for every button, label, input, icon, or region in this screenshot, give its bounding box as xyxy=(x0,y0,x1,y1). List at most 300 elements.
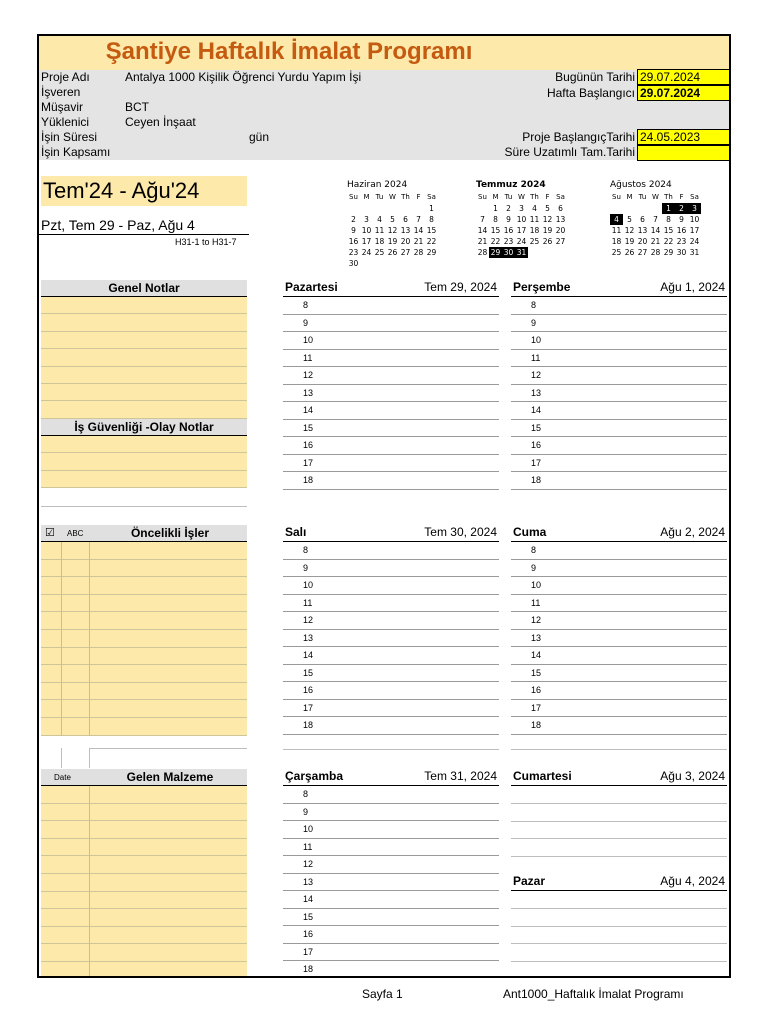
hour-slot[interactable] xyxy=(283,647,499,665)
day-header xyxy=(283,524,499,542)
hour-slot[interactable] xyxy=(511,315,727,333)
priority-row[interactable] xyxy=(41,612,247,630)
hour-label: 14 xyxy=(303,405,314,415)
hour-slot[interactable] xyxy=(283,839,499,857)
day-line[interactable] xyxy=(511,961,727,962)
hour-slot[interactable] xyxy=(511,577,727,595)
hour-label: 13 xyxy=(303,876,314,887)
day-line[interactable] xyxy=(511,856,727,857)
priority-row[interactable] xyxy=(41,648,247,666)
label-consultant: Müşavir xyxy=(41,100,84,114)
general-note-line[interactable] xyxy=(41,384,247,401)
hour-slot[interactable] xyxy=(283,630,499,648)
hour-slot[interactable] xyxy=(283,926,499,944)
calendar-june-day[interactable]: 24 xyxy=(361,248,372,257)
calendar-july-day[interactable]: 16 xyxy=(503,226,514,235)
calendar-august-weekday: M xyxy=(626,193,633,201)
hour-label: 11 xyxy=(303,352,313,363)
calendar-june-day[interactable]: 16 xyxy=(348,237,359,246)
calendar-august-weekday: F xyxy=(679,193,684,201)
hour-slot[interactable] xyxy=(283,874,499,892)
general-notes-header: Genel Notlar xyxy=(41,280,247,297)
day-extra-line xyxy=(511,749,727,750)
calendar-july-day[interactable]: 11 xyxy=(529,215,540,224)
hour-slot[interactable] xyxy=(283,385,499,403)
calendar-july-day[interactable]: 22 xyxy=(490,237,501,246)
hour-label: 12 xyxy=(531,370,542,380)
calendar-june-weekday: Tu xyxy=(375,193,384,201)
calendar-june-day[interactable]: 3 xyxy=(364,215,369,224)
hour-label: 8 xyxy=(303,300,309,310)
hour-label: 15 xyxy=(303,422,314,433)
hour-label: 9 xyxy=(303,806,309,817)
hour-slot[interactable] xyxy=(511,420,727,438)
hour-label: 12 xyxy=(303,859,314,869)
materials-title: Gelen Malzeme xyxy=(126,770,214,784)
hour-label: 15 xyxy=(303,911,314,922)
calendar-june-day[interactable]: 19 xyxy=(387,237,398,246)
calendar-july-day[interactable]: 1 xyxy=(493,204,498,213)
calendar-august-day[interactable]: 31 xyxy=(689,248,700,257)
safety-notes-header: İş Güvenliği -Olay Notlar xyxy=(41,419,247,436)
hour-slot[interactable] xyxy=(283,437,499,455)
hour-slot[interactable] xyxy=(283,891,499,909)
calendar-june-day[interactable]: 10 xyxy=(361,226,372,235)
hour-slot[interactable] xyxy=(511,665,727,683)
priority-row[interactable] xyxy=(41,718,247,736)
calendar-august-day[interactable]: 18 xyxy=(611,237,622,246)
calendar-july-day[interactable]: 9 xyxy=(506,215,511,224)
calendar-august-weekday: Tu xyxy=(638,193,647,201)
hour-label: 18 xyxy=(303,964,314,974)
priority-header xyxy=(41,525,247,542)
divider-line xyxy=(41,506,247,507)
project-start-field[interactable]: 24.05.2023 xyxy=(637,129,731,145)
today-date-field[interactable]: 29.07.2024 xyxy=(637,69,731,85)
hour-label: 13 xyxy=(303,632,314,643)
calendar-august-day[interactable]: 21 xyxy=(650,237,661,246)
day-line[interactable] xyxy=(511,821,727,822)
calendar-july-day[interactable]: 31 xyxy=(516,248,527,257)
hour-label: 9 xyxy=(531,317,537,328)
hour-slot[interactable] xyxy=(283,332,499,350)
material-row[interactable] xyxy=(41,821,247,839)
hour-label: 12 xyxy=(303,615,314,625)
material-row[interactable] xyxy=(41,874,247,892)
hour-label: 16 xyxy=(303,685,314,695)
hour-slot[interactable] xyxy=(283,856,499,874)
safety-note-line[interactable] xyxy=(41,453,247,470)
material-row[interactable] xyxy=(41,856,247,874)
calendar-june-day[interactable]: 28 xyxy=(413,248,424,257)
day-line[interactable] xyxy=(511,908,727,909)
calendar-june-weekday: Sa xyxy=(427,193,436,201)
day-name: Cumartesi xyxy=(513,769,572,783)
calendar-july-day[interactable]: 5 xyxy=(545,204,550,213)
calendar-june-day[interactable]: 17 xyxy=(361,237,372,246)
general-note-line[interactable] xyxy=(41,314,247,331)
calendar-august-day[interactable]: 2 xyxy=(675,203,688,214)
calendar-august-day[interactable]: 15 xyxy=(663,226,674,235)
day-date: Ağu 1, 2024 xyxy=(660,280,725,294)
day-name: Salı xyxy=(285,525,307,539)
hour-label: 10 xyxy=(531,335,542,345)
calendar-june-day[interactable]: 26 xyxy=(387,248,398,257)
day-header xyxy=(511,524,727,542)
hour-label: 10 xyxy=(303,335,314,345)
priority-row[interactable] xyxy=(41,542,247,560)
hour-slot[interactable] xyxy=(283,595,499,613)
hour-label: 13 xyxy=(531,387,542,398)
material-row[interactable] xyxy=(41,892,247,910)
calendar-july-title: Temmuz 2024 xyxy=(476,180,546,190)
value-contractor[interactable]: Ceyen İnşaat xyxy=(125,115,196,129)
hour-slot[interactable] xyxy=(511,595,727,613)
calendar-june-day[interactable]: 22 xyxy=(426,237,437,246)
footer-document-name: Ant1000_Haftalık İmalat Programı xyxy=(503,987,684,1001)
general-note-line[interactable] xyxy=(41,349,247,366)
day-header xyxy=(283,768,499,786)
calendar-july-day[interactable]: 18 xyxy=(529,226,540,235)
calendar-june-day[interactable]: 4 xyxy=(377,215,382,224)
hour-label: 18 xyxy=(303,475,314,485)
hour-label: 9 xyxy=(303,317,309,328)
calendar-june-day[interactable]: 5 xyxy=(390,215,395,224)
calendar-august-day[interactable]: 3 xyxy=(688,203,701,214)
day-name: Cuma xyxy=(513,525,547,539)
calendar-august-day[interactable]: 16 xyxy=(676,226,687,235)
calendar-august-title: Ağustos 2024 xyxy=(610,180,672,190)
day-extra-line xyxy=(283,749,499,750)
general-note-line[interactable] xyxy=(41,367,247,384)
calendar-august-day[interactable]: 6 xyxy=(640,215,645,224)
calendar-august-day[interactable]: 17 xyxy=(689,226,700,235)
hour-slot[interactable] xyxy=(511,700,727,718)
priority-row[interactable] xyxy=(41,665,247,683)
hour-slot[interactable] xyxy=(283,682,499,700)
label-duration: İşin Süresi xyxy=(41,130,98,144)
calendar-june-weekday: F xyxy=(416,193,421,201)
calendar-august-day[interactable]: 5 xyxy=(627,215,632,224)
hour-label: 16 xyxy=(303,440,314,450)
general-note-line[interactable] xyxy=(41,297,247,314)
calendar-june-day[interactable]: 7 xyxy=(416,215,421,224)
calendar-july-day[interactable]: 15 xyxy=(490,226,501,235)
duration-unit: gün xyxy=(249,130,270,144)
priority-column-divider xyxy=(61,748,62,768)
calendar-august-day[interactable]: 25 xyxy=(611,248,622,257)
calendar-august-day[interactable]: 11 xyxy=(611,226,622,235)
materials-header xyxy=(41,769,247,786)
day-date: Ağu 4, 2024 xyxy=(660,874,725,888)
calendar-august-day[interactable]: 13 xyxy=(637,226,648,235)
hour-slot[interactable] xyxy=(283,577,499,595)
calendar-july-day[interactable]: 27 xyxy=(555,237,566,246)
label-project-name: Proje Adı xyxy=(41,70,90,84)
hour-label: 17 xyxy=(531,457,542,468)
calendar-july-day[interactable]: 13 xyxy=(555,215,566,224)
safety-note-line[interactable] xyxy=(41,436,247,453)
priority-row[interactable] xyxy=(41,630,247,648)
day-line[interactable] xyxy=(511,838,727,839)
hour-slot[interactable] xyxy=(283,315,499,333)
calendar-july-weekday: F xyxy=(545,193,550,201)
hour-label: 15 xyxy=(531,422,542,433)
calendar-august-day[interactable]: 8 xyxy=(666,215,671,224)
calendar-july-day[interactable]: 25 xyxy=(529,237,540,246)
priority-abc-label: ABC xyxy=(67,529,84,538)
calendar-june-day[interactable]: 29 xyxy=(426,248,437,257)
priority-row[interactable] xyxy=(41,595,247,613)
calendar-june-weekday: W xyxy=(389,193,396,201)
calendar-august-day[interactable]: 4 xyxy=(610,214,623,225)
calendar-june-weekday: M xyxy=(363,193,370,201)
day-line[interactable] xyxy=(511,926,727,927)
calendar-june-day[interactable]: 8 xyxy=(429,215,434,224)
hour-label: 11 xyxy=(303,597,313,608)
calendar-june-day[interactable]: 18 xyxy=(374,237,385,246)
hour-label: 14 xyxy=(531,405,542,415)
value-consultant[interactable]: BCT xyxy=(125,100,149,114)
hour-slot[interactable] xyxy=(511,542,727,560)
hour-slot[interactable] xyxy=(283,909,499,927)
calendar-june-day[interactable]: 6 xyxy=(403,215,408,224)
calendar-july-day[interactable]: 19 xyxy=(542,226,553,235)
calendar-july-day[interactable]: 28 xyxy=(477,248,488,257)
hour-label: 14 xyxy=(531,650,542,660)
hour-slot[interactable] xyxy=(511,332,727,350)
hour-slot[interactable] xyxy=(511,385,727,403)
label-scope: İşin Kapsamı xyxy=(41,145,111,159)
calendar-june-day[interactable]: 1 xyxy=(429,204,434,213)
calendar-august-day[interactable]: 20 xyxy=(637,237,648,246)
day-header xyxy=(511,768,727,786)
hour-slot[interactable] xyxy=(511,682,727,700)
calendar-july-day[interactable]: 6 xyxy=(558,204,563,213)
calendar-august-day[interactable]: 22 xyxy=(663,237,674,246)
hour-slot[interactable] xyxy=(511,472,727,490)
calendar-july-weekday: Su xyxy=(478,193,487,201)
calendar-july-weekday: Th xyxy=(530,193,539,201)
hour-slot[interactable] xyxy=(283,717,499,735)
hour-label: 10 xyxy=(303,824,314,834)
material-row[interactable] xyxy=(41,839,247,857)
hour-label: 11 xyxy=(303,841,313,852)
calendar-july-day[interactable]: 29 xyxy=(490,248,501,257)
day-header xyxy=(511,873,727,891)
hour-label: 17 xyxy=(303,702,314,713)
day-header xyxy=(511,279,727,297)
hour-slot[interactable] xyxy=(283,786,499,804)
material-row[interactable] xyxy=(41,927,247,945)
hour-slot[interactable] xyxy=(511,612,727,630)
calendar-august-weekday: Th xyxy=(664,193,673,201)
calendar-june-day[interactable]: 13 xyxy=(400,226,411,235)
calendar-june-day[interactable]: 23 xyxy=(348,248,359,257)
calendar-july-day[interactable]: 4 xyxy=(532,204,537,213)
hour-label: 14 xyxy=(303,650,314,660)
hour-label: 8 xyxy=(531,545,537,555)
priority-row[interactable] xyxy=(41,683,247,701)
calendar-august-day[interactable]: 29 xyxy=(663,248,674,257)
material-row[interactable] xyxy=(41,804,247,822)
calendar-june-day[interactable]: 9 xyxy=(351,226,356,235)
calendar-july-weekday: W xyxy=(518,193,525,201)
hour-slot[interactable] xyxy=(283,455,499,473)
day-name: Pazar xyxy=(513,874,546,888)
hour-label: 10 xyxy=(303,580,314,590)
calendar-july-day[interactable]: 20 xyxy=(555,226,566,235)
hour-slot[interactable] xyxy=(283,542,499,560)
hour-slot[interactable] xyxy=(511,402,727,420)
day-name: Pazartesi xyxy=(285,280,338,294)
calendar-july-day[interactable]: 8 xyxy=(493,215,498,224)
calendar-june-day[interactable]: 21 xyxy=(413,237,424,246)
general-note-line[interactable] xyxy=(41,332,247,349)
calendar-august-weekday: Su xyxy=(612,193,621,201)
material-row[interactable] xyxy=(41,962,247,978)
calendar-july-day[interactable]: 26 xyxy=(542,237,553,246)
hour-slot[interactable] xyxy=(283,961,499,978)
calendar-june-title: Haziran 2024 xyxy=(347,180,408,190)
calendar-august-day[interactable]: 26 xyxy=(624,248,635,257)
hour-slot[interactable] xyxy=(283,350,499,368)
hour-slot[interactable] xyxy=(283,944,499,962)
calendar-august-day[interactable]: 27 xyxy=(637,248,648,257)
hour-slot[interactable] xyxy=(283,472,499,490)
priority-extra-line xyxy=(89,748,247,749)
calendar-july-day[interactable]: 7 xyxy=(480,215,485,224)
calendar-august-day[interactable]: 24 xyxy=(689,237,700,246)
calendar-june-day[interactable]: 25 xyxy=(374,248,385,257)
hour-slot[interactable] xyxy=(511,647,727,665)
priority-row[interactable] xyxy=(41,700,247,718)
hour-slot[interactable] xyxy=(283,420,499,438)
calendar-july-weekday: Sa xyxy=(556,193,565,201)
day-line[interactable] xyxy=(511,943,727,944)
calendar-june-day[interactable]: 15 xyxy=(426,226,437,235)
hour-slot[interactable] xyxy=(283,665,499,683)
priority-column-divider xyxy=(89,542,90,736)
calendar-july-day[interactable]: 3 xyxy=(519,204,524,213)
calendar-july-day[interactable]: 17 xyxy=(516,226,527,235)
calendar-july-day[interactable]: 30 xyxy=(503,248,514,257)
week-start-field[interactable]: 29.07.2024 xyxy=(637,85,731,101)
day-date: Ağu 2, 2024 xyxy=(660,525,725,539)
hour-slot[interactable] xyxy=(283,402,499,420)
calendar-june-day[interactable]: 14 xyxy=(413,226,424,235)
calendar-august-day[interactable]: 9 xyxy=(679,215,684,224)
calendar-august-day[interactable]: 14 xyxy=(650,226,661,235)
hour-label: 13 xyxy=(531,632,542,643)
calendar-june-day[interactable]: 12 xyxy=(387,226,398,235)
calendar-august-day[interactable]: 10 xyxy=(689,215,700,224)
hour-label: 10 xyxy=(531,580,542,590)
priority-column-divider xyxy=(89,748,90,768)
hour-slot[interactable] xyxy=(511,560,727,578)
calendar-july-day[interactable]: 23 xyxy=(503,237,514,246)
hour-label: 9 xyxy=(531,562,537,573)
hour-slot[interactable] xyxy=(283,804,499,822)
hour-label: 18 xyxy=(303,720,314,730)
calendar-august-day[interactable]: 1 xyxy=(662,203,675,214)
calendar-august-day[interactable]: 19 xyxy=(624,237,635,246)
day-date: Tem 31, 2024 xyxy=(424,769,497,783)
label-today: Bugünün Tarihi xyxy=(555,70,635,84)
hour-label: 15 xyxy=(531,667,542,678)
hour-label: 16 xyxy=(531,440,542,450)
calendar-august-day[interactable]: 7 xyxy=(653,215,658,224)
hour-label: 18 xyxy=(531,720,542,730)
calendar-july-day[interactable]: 21 xyxy=(477,237,488,246)
safety-note-line[interactable] xyxy=(41,471,247,488)
calendar-july-day[interactable]: 24 xyxy=(516,237,527,246)
day-name: Perşembe xyxy=(513,280,571,294)
priority-row[interactable] xyxy=(41,560,247,578)
hour-slot[interactable] xyxy=(283,367,499,385)
calendar-august-day[interactable]: 23 xyxy=(676,237,687,246)
calendar-august-day[interactable]: 28 xyxy=(650,248,661,257)
calendar-june-weekday: Su xyxy=(349,193,358,201)
calendar-june-day[interactable]: 2 xyxy=(351,215,356,224)
calendar-august-day[interactable]: 30 xyxy=(676,248,687,257)
hour-label: 16 xyxy=(531,685,542,695)
label-employer: İşveren xyxy=(41,85,81,99)
calendar-august-weekday: Sa xyxy=(690,193,699,201)
hour-label: 14 xyxy=(303,894,314,904)
hour-slot[interactable] xyxy=(511,437,727,455)
calendar-june-day[interactable]: 20 xyxy=(400,237,411,246)
hour-slot[interactable] xyxy=(511,350,727,368)
day-header xyxy=(283,279,499,297)
week-divider xyxy=(39,234,249,235)
hour-slot[interactable] xyxy=(283,297,499,315)
hour-slot[interactable] xyxy=(283,700,499,718)
calendar-july-day[interactable]: 10 xyxy=(516,215,527,224)
hour-label: 17 xyxy=(531,702,542,713)
value-project-name[interactable]: Antalya 1000 Kişilik Öğrenci Yurdu Yapım İşi xyxy=(125,70,362,84)
material-row[interactable] xyxy=(41,786,247,804)
extended-end-field[interactable] xyxy=(637,145,731,161)
hour-label: 15 xyxy=(303,667,314,678)
day-date: Tem 29, 2024 xyxy=(424,280,497,294)
hour-slot[interactable] xyxy=(283,821,499,839)
calendar-june-weekday: Th xyxy=(401,193,410,201)
hour-slot[interactable] xyxy=(511,630,727,648)
calendar-july-day[interactable]: 14 xyxy=(477,226,488,235)
hour-slot[interactable] xyxy=(283,560,499,578)
calendar-july-day[interactable]: 12 xyxy=(542,215,553,224)
calendar-june-day[interactable]: 27 xyxy=(400,248,411,257)
calendar-june-day[interactable]: 30 xyxy=(348,259,359,268)
hour-slot[interactable] xyxy=(511,297,727,315)
hour-slot[interactable] xyxy=(511,455,727,473)
general-note-line[interactable] xyxy=(41,401,247,418)
hour-slot[interactable] xyxy=(511,367,727,385)
calendar-august-day[interactable]: 12 xyxy=(624,226,635,235)
calendar-july-day[interactable]: 2 xyxy=(506,204,511,213)
material-row[interactable] xyxy=(41,944,247,962)
priority-row[interactable] xyxy=(41,577,247,595)
material-row[interactable] xyxy=(41,909,247,927)
hour-slot[interactable] xyxy=(283,612,499,630)
hour-label: 8 xyxy=(303,789,309,799)
hour-label: 17 xyxy=(303,946,314,957)
calendar-june-day[interactable]: 11 xyxy=(374,226,385,235)
hour-slot[interactable] xyxy=(511,717,727,735)
label-week-start: Hafta Başlangıcı xyxy=(546,86,635,100)
day-line[interactable] xyxy=(511,803,727,804)
